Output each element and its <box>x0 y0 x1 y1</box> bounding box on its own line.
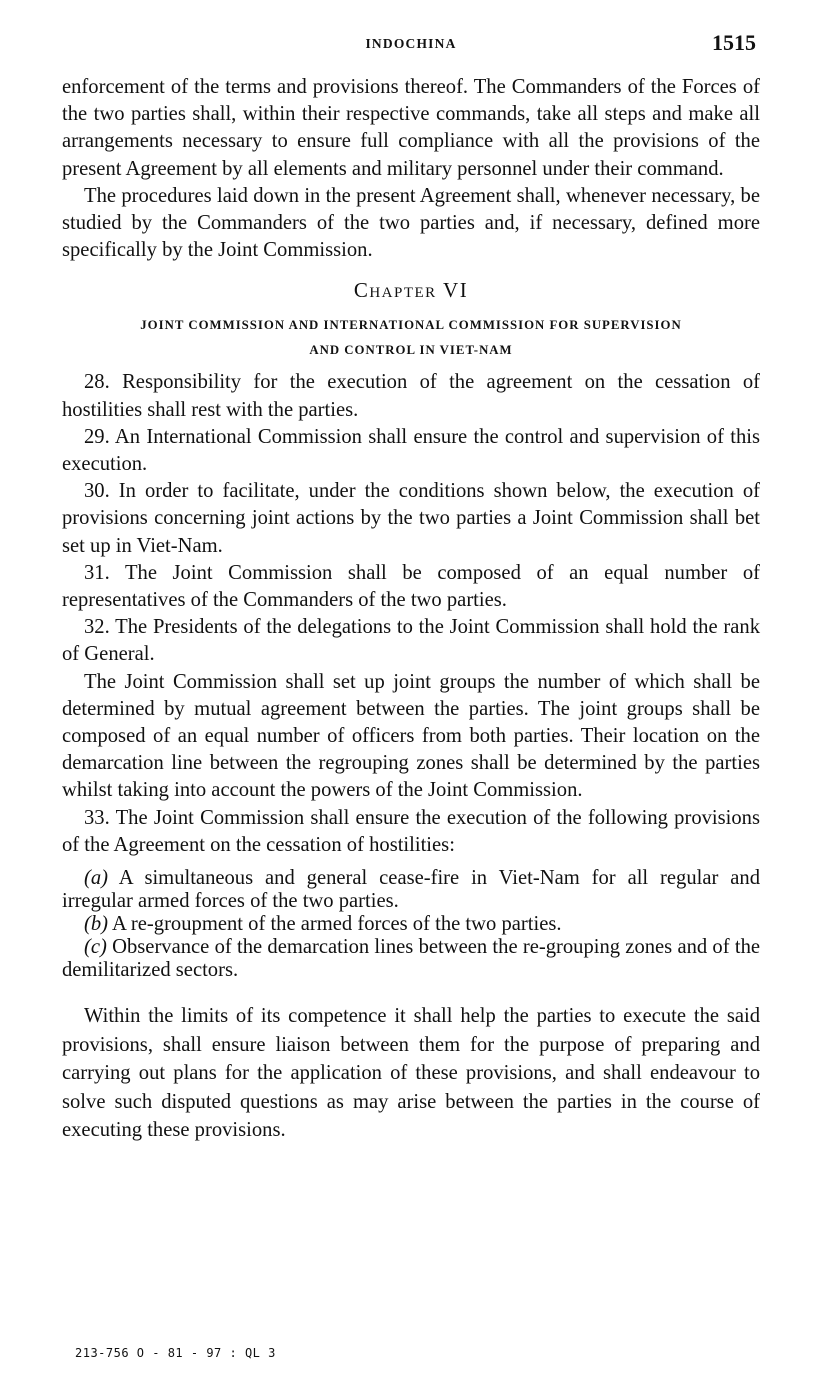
chapter-subtitle-line-2: AND CONTROL IN VIET-NAM <box>309 343 513 358</box>
print-code-footer: 213-756 O - 81 - 97 : QL 3 <box>75 1346 276 1360</box>
item-label: (c) <box>84 936 107 959</box>
item-text: A re-groupment of the armed forces of the two parties. <box>112 913 562 936</box>
page-body <box>62 74 760 1145</box>
page-number: 1515 <box>712 30 756 55</box>
article-31: 31. The Joint Commission shall be composed of an equal number of representatives of the Commanders of the two parties. <box>62 561 760 612</box>
paragraph-continuation: enforcement of the terms and provisions thereof. The Commanders of the Forces of the two parties shall, within their respective commands, take all steps and make all arrangements necessary to ensure full compliance with all the provisions of the present Agreement by all elements and military personnel under their command. <box>62 76 760 180</box>
article-28: 28. Responsibility for the execution of the agreement on the cessation of hostilities shall rest with the parties. <box>62 371 760 421</box>
closing-block <box>62 1002 760 1145</box>
item-text: A simultaneous and general cease-fire in Viet-Nam for all regular and irregular armed forces of the two parties. <box>62 867 761 913</box>
article-32: 32. The Presidents of the delegations to the Joint Commission shall hold the rank of General. <box>62 616 760 666</box>
article-30: 30. In order to facilitate, under the conditions shown below, the execution of provisions concerning joint actions by the two parties a Joint Commission shall bet set up in Viet-Nam. <box>62 480 760 557</box>
paragraph-closing: Within the limits of its competence it shall help the parties to execute the said provisions, shall ensure liaison between them for the purpose of preparing and carrying out plans for the application of these provisions, and shall endeavour to solve such disputed questions as may arise between the parties in the course of executing these provisions. <box>62 1005 760 1142</box>
list-item <box>62 913 760 936</box>
list-item <box>62 867 760 913</box>
paragraph-procedures: The procedures laid down in the present Agreement shall, whenever necessary, be studied by the Commanders of the two parties and, if necessary, defined more specifically by the Joint Commission. <box>62 184 760 262</box>
running-title: INDOCHINA <box>365 36 457 51</box>
chapter-subtitle <box>62 313 760 363</box>
chapter-subtitle-line-1: JOINT COMMISSION AND INTERNATIONAL COMMISSION FOR SUPERVISION <box>140 318 682 333</box>
item-text: Observance of the demarcation lines between the re-grouping zones and of the demilitarized sectors. <box>62 936 761 982</box>
article-29: 29. An International Commission shall ensure the control and supervision of this execution. <box>62 425 760 476</box>
provision-list <box>62 867 760 982</box>
paragraph-joint-groups: The Joint Commission shall set up joint groups the number of which shall be determined by mutual agreement between the parties. The joint groups shall be composed of an equal number of officers from both parties. Their location on the demarcation line between the regrouping zones shall be determined by the parties whilst taking into account the powers of the Joint Commission. <box>62 670 760 802</box>
item-label: (a) <box>84 867 109 890</box>
article-33: 33. The Joint Commission shall ensure the execution of the following provisions of the Agreement on the cessation of hostilities: <box>62 806 760 856</box>
running-head <box>62 30 760 60</box>
item-label: (b) <box>84 913 109 936</box>
list-item <box>62 936 760 982</box>
chapter-heading: Chapter VI <box>353 278 469 303</box>
